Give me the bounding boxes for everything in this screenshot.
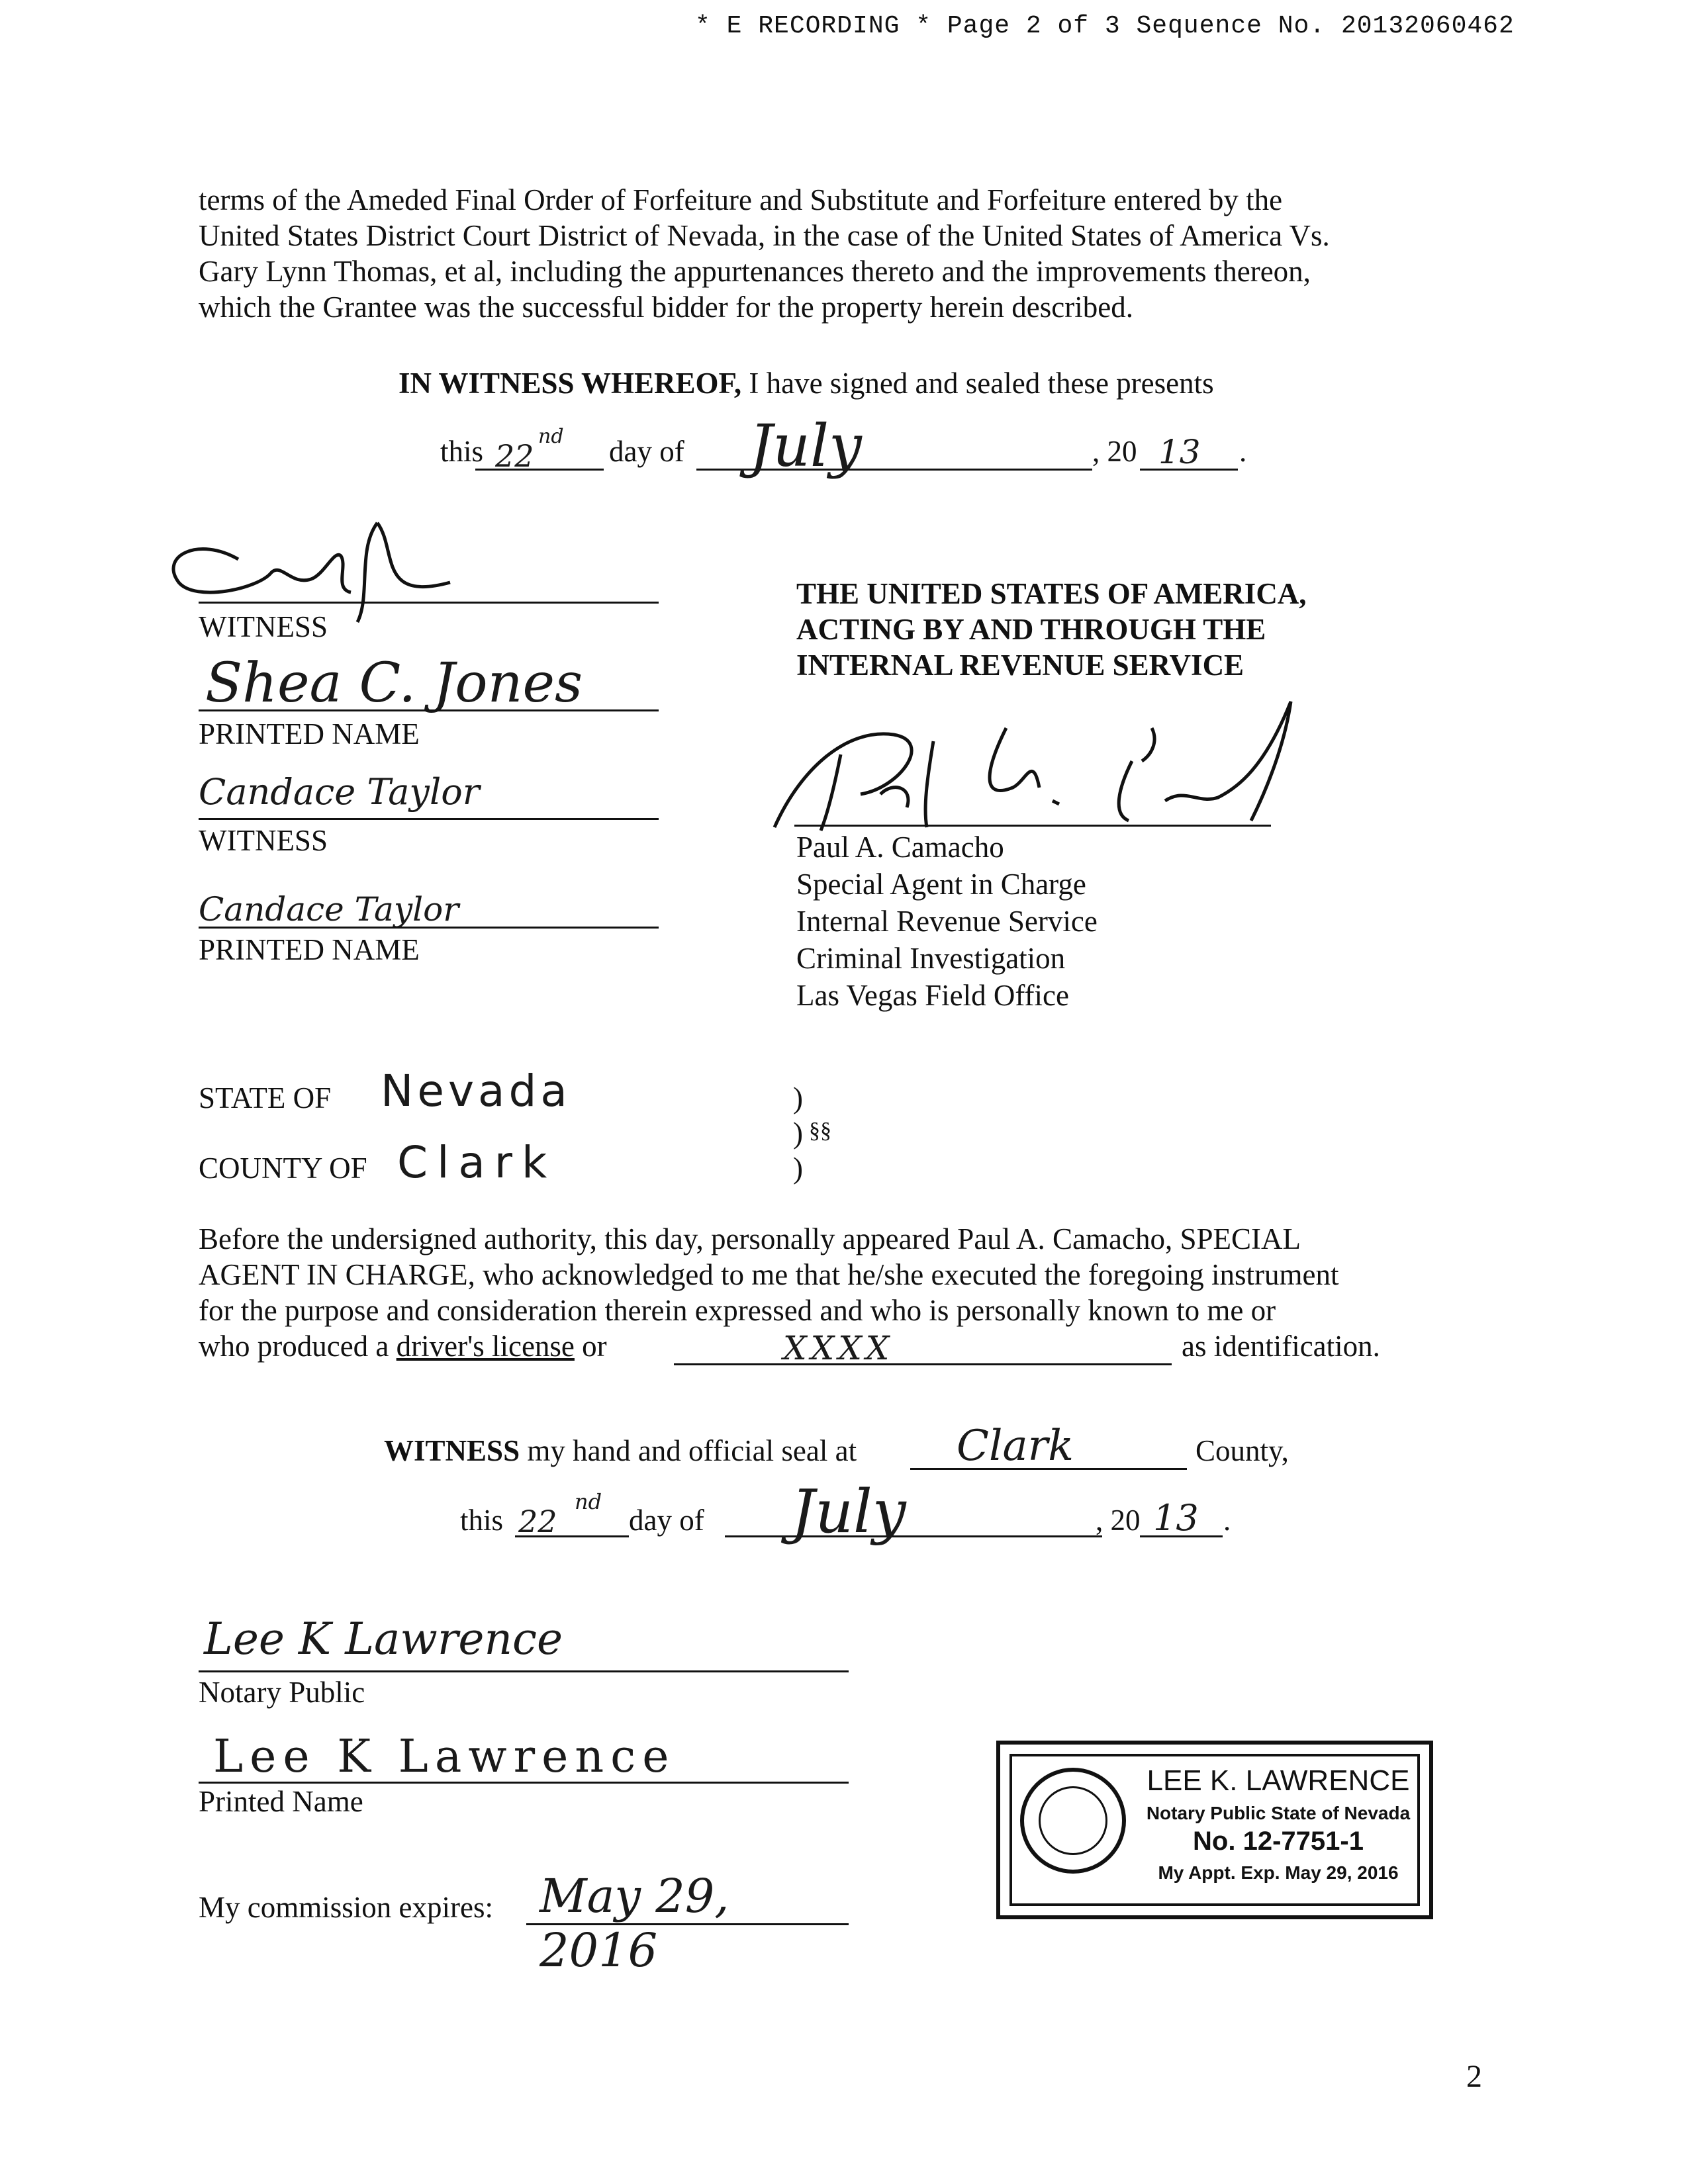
county-value: Clark — [397, 1137, 557, 1188]
commission-value: May 29, 2016 — [539, 1869, 729, 1978]
stamp-name: LEE K. LAWRENCE — [1147, 1764, 1410, 1797]
month-blank — [696, 412, 1092, 480]
state-label: STATE OF — [199, 1081, 332, 1115]
notary-day-blank — [515, 1489, 629, 1539]
witness1-printed-name: Shea C. Jones — [205, 652, 583, 715]
county-label: COUNTY OF — [199, 1152, 367, 1185]
id-blank — [674, 1329, 1172, 1367]
state-seal-icon — [1020, 1768, 1126, 1874]
signer-division: Criminal Investigation — [796, 942, 1066, 975]
venue-paren: ) — [793, 1116, 803, 1150]
year-value: 13 — [1158, 433, 1201, 471]
grantor-line: THE UNITED STATES OF AMERICA, — [796, 577, 1307, 610]
notary-stamp — [996, 1741, 1433, 1919]
ss-mark: §§ — [809, 1118, 831, 1143]
venue-paren: ) — [793, 1081, 803, 1115]
notary-year-value: 13 — [1153, 1497, 1199, 1539]
day-blank — [475, 425, 604, 474]
printed-name2-line — [199, 924, 659, 929]
witness2-signature: Candace Taylor — [199, 771, 480, 813]
notary-signature-line — [199, 1668, 849, 1672]
signer-agency: Internal Revenue Service — [796, 905, 1098, 938]
printed-name1-line — [199, 707, 659, 711]
conveyance-paragraph — [199, 182, 1496, 325]
notary-witness-clause — [384, 1433, 857, 1469]
paragraph-line: which the Grantee was the successful bidder for the property herein described. — [199, 291, 1133, 324]
grantor-signature — [761, 688, 1331, 841]
acknowledgment-line: for the purpose and consideration therein expressed and who is personally known to me or — [199, 1294, 1276, 1327]
drivers-license-text: driver's license — [396, 1330, 575, 1363]
grantor-line: ACTING BY AND THROUGH THE — [796, 613, 1266, 646]
notary-public-label: Notary Public — [199, 1676, 365, 1709]
witness2-printed-name: Candace Taylor — [199, 890, 459, 929]
this-label: this — [440, 435, 484, 468]
notary-signature: Lee K Lawrence — [204, 1614, 563, 1664]
printed-name1-label: PRINTED NAME — [199, 717, 420, 751]
this-label: this — [460, 1504, 504, 1537]
notary-witness-text: my hand and official seal at — [520, 1434, 857, 1467]
day-value: 22 — [495, 438, 534, 474]
year-prefix: , 20 — [1096, 1504, 1141, 1537]
notary-printed-name-value: Lee K Lawrence — [213, 1731, 676, 1783]
notary-witness-heading: WITNESS — [384, 1434, 520, 1467]
paragraph-line: United States District Court District of Nevada, in the case of the United States of America Vs. — [199, 219, 1330, 252]
venue-paren: ) — [793, 1152, 803, 1185]
notary-day-suffix: nd — [575, 1489, 602, 1514]
day-of-label: day of — [609, 435, 684, 468]
witness-whereof-heading: IN WITNESS WHEREOF, — [399, 367, 742, 400]
signer-name: Paul A. Camacho — [796, 831, 1004, 864]
signer-block — [796, 829, 1098, 1014]
state-value: Nevada — [381, 1066, 571, 1116]
notary-county-blank — [910, 1422, 1187, 1471]
date-period: . — [1239, 435, 1247, 468]
notary-day-value: 22 — [518, 1504, 557, 1539]
stamp-number: No. 12-7751-1 — [1193, 1827, 1364, 1856]
grantor-block — [796, 576, 1307, 683]
signer-title: Special Agent in Charge — [796, 868, 1086, 901]
id-suffix: as identification. — [1182, 1330, 1380, 1363]
day-of-label: day of — [629, 1504, 704, 1537]
paragraph-line: terms of the Ameded Final Order of Forfeiture and Substitute and Forfeiture entered by the — [199, 183, 1283, 216]
acknowledgment-line: AGENT IN CHARGE, who acknowledged to me that he/she executed the foregoing instrument — [199, 1258, 1339, 1291]
witness2-line — [199, 815, 659, 820]
notary-printed-name-line — [199, 1779, 849, 1784]
stamp-expiry: My Appt. Exp. May 29, 2016 — [1158, 1862, 1399, 1883]
id-value: XXXX — [783, 1329, 894, 1367]
year-prefix: , 20 — [1092, 435, 1137, 468]
grantor-signature-line — [794, 822, 1271, 827]
acknowledgment-last-line — [199, 1328, 607, 1364]
notary-month-blank — [725, 1477, 1102, 1547]
signer-office: Las Vegas Field Office — [796, 979, 1069, 1012]
printed-name-label: Printed Name — [199, 1785, 363, 1818]
acknowledgment-paragraph — [199, 1221, 1496, 1328]
day-suffix: nd — [538, 425, 564, 448]
witness-whereof-text: I have signed and sealed these presents — [741, 367, 1214, 400]
commission-label: My commission expires: — [199, 1891, 493, 1924]
date-period: . — [1223, 1504, 1231, 1537]
id-prefix: who produced a — [199, 1330, 397, 1363]
grantor-line: INTERNAL REVENUE SERVICE — [796, 649, 1244, 682]
paragraph-line: Gary Lynn Thomas, et al, including the appurtenances thereto and the improvements thereon, — [199, 255, 1311, 288]
printed-name2-label: PRINTED NAME — [199, 933, 420, 966]
page-number: 2 — [1466, 2059, 1482, 2094]
month-value: July — [749, 412, 862, 480]
year-blank — [1140, 433, 1238, 471]
notary-year-blank — [1140, 1497, 1223, 1539]
witness1-line — [199, 599, 659, 604]
witness1-label: WITNESS — [199, 610, 328, 643]
commission-blank — [526, 1869, 849, 1978]
notary-county-suffix: County, — [1196, 1434, 1289, 1467]
stamp-title: Notary Public State of Nevada — [1146, 1803, 1411, 1823]
recording-header: * E RECORDING * Page 2 of 3 Sequence No. 20132060462 — [695, 12, 1515, 40]
witness-whereof-clause — [399, 365, 1214, 401]
id-or: or — [574, 1330, 607, 1363]
witness2-label: WITNESS — [199, 824, 328, 857]
acknowledgment-line: Before the undersigned authority, this day, personally appeared Paul A. Camacho, SPECIAL — [199, 1222, 1301, 1255]
notary-month-value: July — [791, 1477, 906, 1547]
notary-county-value: Clark — [957, 1422, 1074, 1471]
